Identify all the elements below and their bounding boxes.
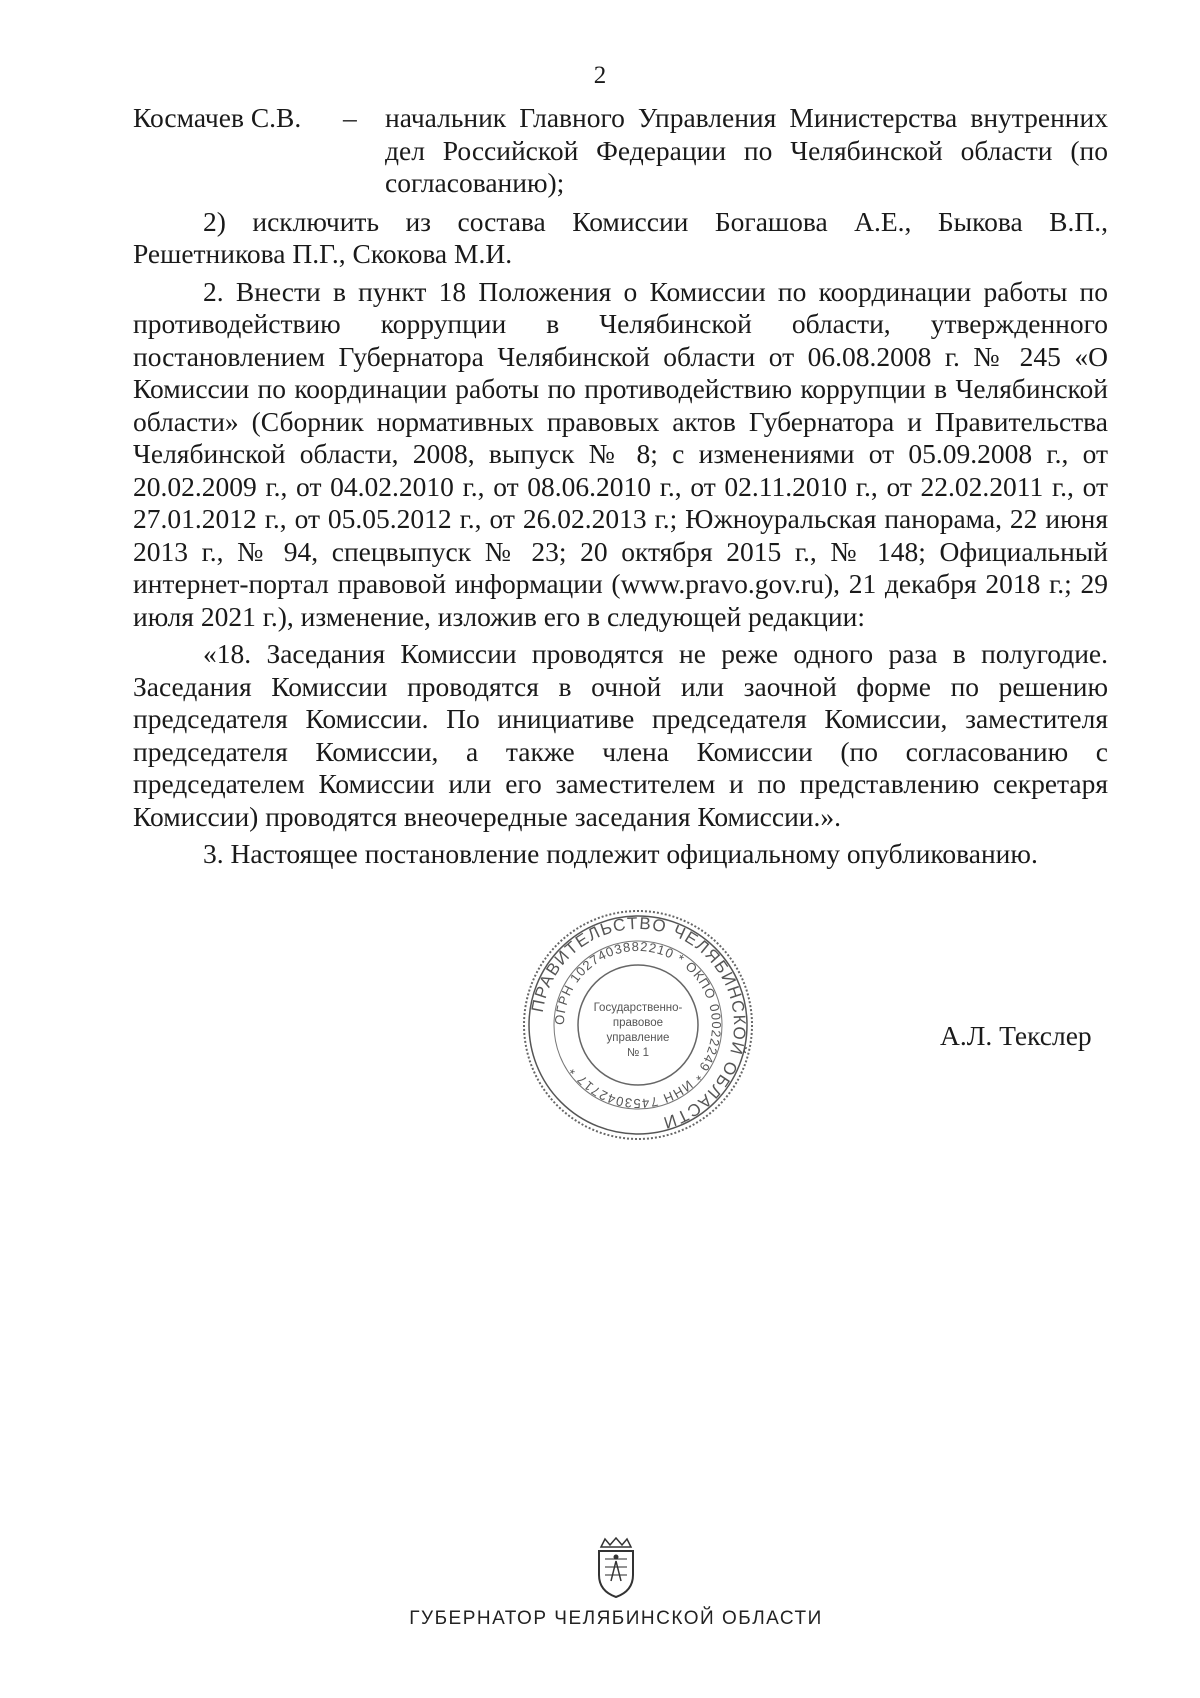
seal-center-line-1: Государственно- bbox=[593, 1002, 683, 1014]
member-description: начальник Главного Управления Министерства внутренних дел Российской Федерации по Челябинской области (по согласованию); bbox=[385, 102, 1108, 198]
seal-center-line-2: правовое bbox=[612, 1017, 664, 1029]
seal-center-line-3: управление bbox=[606, 1032, 670, 1044]
document-body bbox=[133, 102, 1108, 871]
paragraph-exclude-members: 2) исключить из состава Комиссии Богашова А.Е., Быкова В.П., Решетникова П.Г., Скокова М.И. bbox=[133, 205, 1108, 269]
signature-name: А.Л. Текслер bbox=[940, 1020, 1092, 1051]
member-entry bbox=[133, 102, 1108, 200]
seal-outer-text: ПРАВИТЕЛЬСТВО ЧЕЛЯБИНСКОЙ ОБЛАСТИ bbox=[527, 913, 750, 1133]
paragraph-new-clause-18: «18. Заседания Комиссии проводятся не реже одного раза в полугодие. Заседания Комиссии проводятся в очной или заочной форме по решению председателя Комиссии. По инициативе председателя Комиссии, заместителя председателя Комиссии, а также члена Комиссии (по согласованию с председателем Комиссии или его заместителем и по представлению секретаря Комиссии) проводятся внеочередные заседания Комиссии.». bbox=[133, 638, 1108, 832]
footer-governor-title: ГУБЕРНАТОР ЧЕЛЯБИНСКОЙ ОБЛАСТИ bbox=[409, 1608, 823, 1629]
seal-center-line-4: № 1 bbox=[627, 1047, 649, 1059]
coat-of-arms-icon bbox=[591, 1537, 641, 1599]
paragraph-amend-regulation: 2. Внести в пункт 18 Положения о Комиссии по координации работы по противодействию коррупции в Челябинской области, утвержденного постановлением Губернатора Челябинской области от 06.08.2008 г. № 245 «О Комиссии по координации работы по противодействию коррупции в Челябинской области» (Сборник нормативных правовых актов Губернатора и Правительства Челябинской области, 2008, выпуск № 8; с изменениями от 05.09.2008 г., от 20.02.2009 г., от 04.02.2010 г., от 08.06.2010 г., от 02.11.2010 г., от 22.02.2011 г., от 27.01.2012 г., от 05.05.2012 г., от 26.02.2013 г.; Южноуральская панорама, 22 июня 2013 г., № 94, спецвыпуск № 23; 20 октября 2015 г., № 148; Официальный интернет-портал правовой информации (www.pravo.gov.ru), 21 декабря 2018 г.; 29 июля 2021 г.), изменение, изложив его в следующей редакции: bbox=[133, 275, 1108, 632]
member-dash: – bbox=[343, 102, 357, 133]
member-name: Космачев С.В. bbox=[133, 102, 302, 133]
paragraph-publication: 3. Настоящее постановление подлежит официальному опубликованию. bbox=[203, 838, 1038, 869]
page-number: 2 bbox=[593, 62, 607, 89]
seal-ring-text: ОГРН 1027403882210 * ОКПО 00022249 * ИНН 7453042717 * bbox=[551, 938, 725, 1112]
official-seal-stamp bbox=[518, 905, 758, 1145]
